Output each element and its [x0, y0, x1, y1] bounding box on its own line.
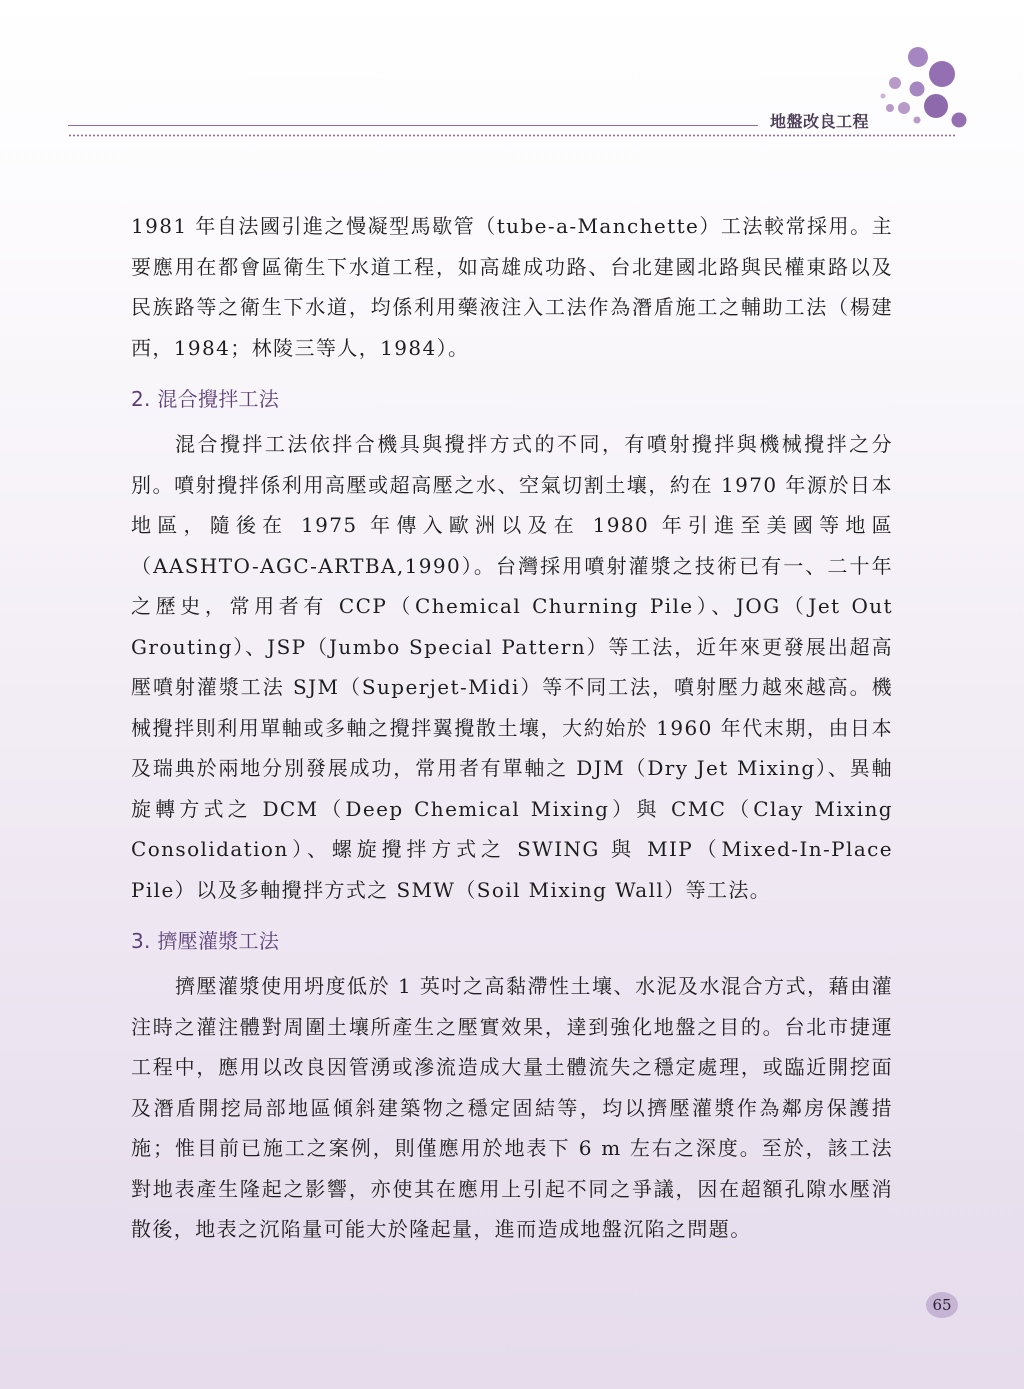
header-dotted-rule [68, 134, 956, 137]
page-number-badge: 65 [926, 1292, 958, 1318]
running-header-title: 地盤改良工程 [770, 112, 870, 131]
page-body [131, 206, 893, 1250]
section-2-paragraph: 混合攪拌工法依拌合機具與攪拌方式的不同，有噴射攪拌與機械攪拌之分別。噴射攪拌係利用高壓或超高壓之水、空氣切割土壤，約在 1970 年源於日本地區，隨後在 1975 年傳入歐洲以及在 1980 年引進至美國等地區（AASHTO-AGC-ARTBA,1990）。台灣採用噴射灌漿之技術已有一、二十年之歷史，常用者有 CCP（Chemical Churning Pile）、JOG（Jet Out Grouting）、JSP（Jumbo Special Pattern）等工法，近年來更發展出超高壓噴射灌漿工法 SJM（Superjet-Midi）等不同工法，噴射壓力越來越高。機械攪拌則利用單軸或多軸之攪拌翼攪散土壤，大約始於 1960 年代末期，由日本及瑞典於兩地分別發展成功，常用者有單軸之 DJM（Dry Jet Mixing）、異軸旋轉方式之 DCM（Deep Chemical Mixing）與 CMC（Clay Mixing Consolidation）、螺旋攪拌方式之 SWING 與 MIP（Mixed-In-Place Pile）以及多軸攪拌方式之 SMW（Soil Mixing Wall）等工法。 [131, 432, 893, 902]
section-2-heading: 2. 混合攪拌工法 [131, 387, 280, 411]
section-3-heading: 3. 擠壓灌漿工法 [131, 929, 280, 953]
section-3-paragraph: 擠壓灌漿使用坍度低於 1 英吋之高黏滯性土壤、水泥及水混合方式，藉由灌注時之灌注體對周圍土壤所產生之壓實效果，達到強化地盤之目的。台北市捷運工程中，應用以改良因管湧或滲流造成大量土體流失之穩定處理，或臨近開挖面及潛盾開挖局部地區傾斜建築物之穩定固結等，均以擠壓灌漿作為鄰房保護措施；惟目前已施工之案例，則僅應用於地表下 6 m 左右之深度。至於，該工法對地表產生隆起之影響，亦使其在應用上引起不同之爭議，因在超額孔隙水壓消散後，地表之沉陷量可能大於隆起量，進而造成地盤沉陷之問題。 [131, 974, 893, 1241]
decorative-dots-icon [860, 36, 970, 140]
intro-paragraph: 1981 年自法國引進之慢凝型馬歇管（tube-a-Manchette）工法較常採用。主要應用在都會區衛生下水道工程，如高雄成功路、台北建國北路與民權東路以及民族路等之衛生下水道，均係利用藥液注入工法作為潛盾施工之輔助工法（楊建西，1984；林陵三等人，1984）。 [131, 214, 893, 360]
header-rule [68, 125, 758, 126]
